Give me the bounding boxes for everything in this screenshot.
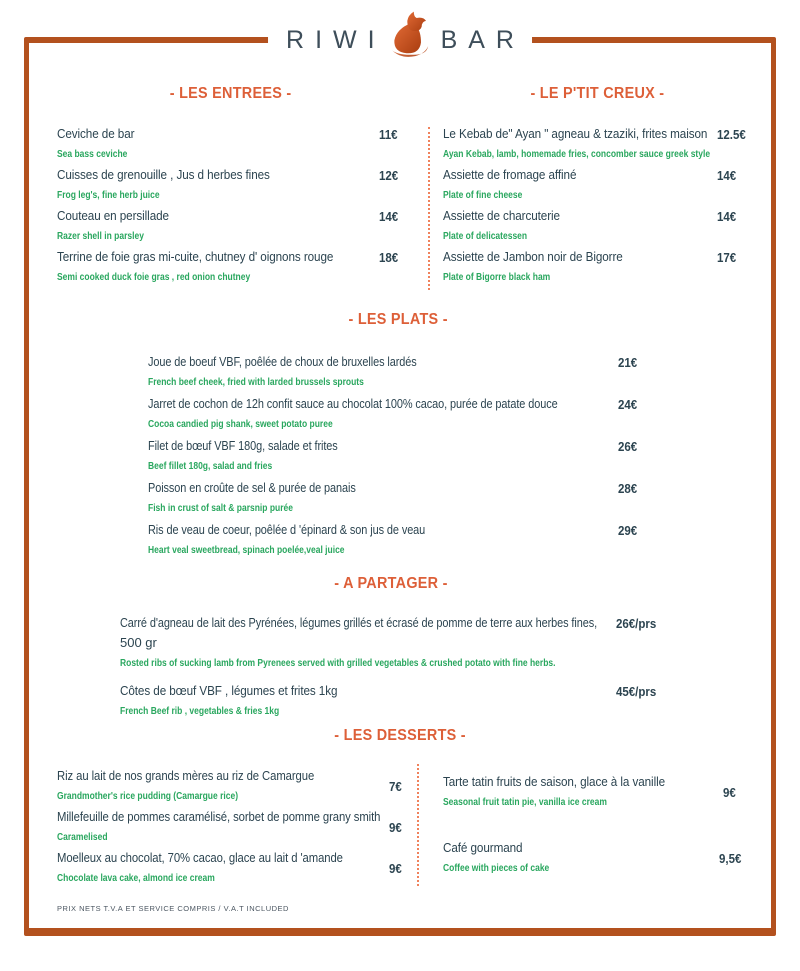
section-plats <box>148 310 648 562</box>
item-name-line2: 500 gr <box>120 635 157 650</box>
section-ptit-creux <box>443 84 751 288</box>
item-description: Grandmother's rice pudding (Camargue rice) <box>57 791 239 802</box>
logo <box>268 12 532 64</box>
item-price: 26€/prs <box>616 617 657 631</box>
item-name: Cuisses de grenouille , Jus d herbes fines <box>57 167 270 182</box>
menu-item <box>57 247 405 287</box>
item-name: Tarte tatin fruits de saison, glace à la vanille <box>443 774 666 789</box>
item-price: 7€ <box>389 779 402 794</box>
desserts-left-column <box>57 766 405 889</box>
menu-item <box>57 165 405 205</box>
menu-item <box>57 766 405 806</box>
footer-note: PRIX NETS T.V.A ET SERVICE COMPRIS / V.A.T INCLUDED <box>57 904 289 913</box>
item-name: Carré d'agneau de lait des Pyrénées, légumes grillés et écrasé de pomme de terre aux herbes fines, <box>120 615 598 630</box>
item-price: 11€ <box>379 128 398 142</box>
item-description: Fish in crust of salt & parsnip purée <box>148 503 294 514</box>
item-description: Chocolate lava cake, almond ice cream <box>57 873 215 884</box>
fox-icon <box>385 9 431 63</box>
item-description: Razer shell in parsley <box>57 231 144 242</box>
menu-item <box>120 681 661 721</box>
item-price: 28€ <box>618 482 638 496</box>
item-name: Assiette de charcuterie <box>443 208 560 223</box>
desserts-right-column <box>443 772 743 879</box>
item-price: 12€ <box>379 169 399 183</box>
item-price: 18€ <box>379 251 399 265</box>
item-price: 9€ <box>389 861 402 876</box>
item-name: Ceviche de bar <box>57 126 135 141</box>
item-description: Rosted ribs of sucking lamb from Pyrenees served with grilled vegetables & crushed potato with fine herbs. <box>120 658 556 669</box>
item-price: 14€ <box>717 210 737 224</box>
menu-item <box>57 807 405 847</box>
item-name: Assiette de Jambon noir de Bigorre <box>443 249 623 264</box>
item-name: Filet de bœuf VBF 180g, salade et frites <box>148 438 338 453</box>
item-name: Jarret de cochon de 12h confit sauce au chocolat 100% cacao, purée de patate douce <box>148 396 558 411</box>
item-description: Semi cooked duck foie gras , red onion chutney <box>57 272 251 283</box>
item-name: Moelleux au chocolat, 70% cacao, glace au lait d 'amande <box>57 850 343 865</box>
menu-item <box>148 436 648 476</box>
item-description: Plate of delicatessen <box>443 231 528 242</box>
menu-item <box>57 206 405 246</box>
menu-item <box>148 394 648 434</box>
section-title-desserts: - LES DESSERTS - <box>334 727 466 744</box>
section-title-plats: - LES PLATS - <box>348 311 448 328</box>
item-price: 24€ <box>618 398 638 412</box>
item-price: 29€ <box>618 524 638 538</box>
menu-item <box>148 520 648 560</box>
item-price: 14€ <box>379 210 399 224</box>
item-description: Seasonal fruit tatin pie, vanilla ice cream <box>443 797 607 808</box>
menu-item <box>120 613 661 673</box>
logo-word-left: RIWI <box>286 25 386 54</box>
menu-item <box>57 124 405 164</box>
menu-item <box>57 848 405 888</box>
section-desserts <box>0 726 800 746</box>
item-price: 9,5€ <box>718 851 742 866</box>
item-price: 14€ <box>717 169 737 183</box>
section-entrees <box>57 84 405 288</box>
item-price: 12.5€ <box>717 128 746 142</box>
menu-item <box>148 478 648 518</box>
item-name: Riz au lait de nos grands mères au riz de Camargue <box>57 768 315 783</box>
menu-item <box>148 352 648 392</box>
item-name: Poisson en croûte de sel & purée de panais <box>148 480 356 495</box>
item-price: 45€/prs <box>616 685 657 699</box>
item-price: 21€ <box>618 356 638 370</box>
item-description: Ayan Kebab, lamb, homemade fries, concomber sauce greek style <box>443 149 711 160</box>
logo-word-right: BAR <box>440 25 525 54</box>
item-price: 9€ <box>723 785 736 800</box>
item-name: Couteau en persillade <box>57 208 169 223</box>
item-name: Joue de boeuf VBF, poêlée de choux de bruxelles lardés <box>148 354 417 369</box>
section-title-ptit-creux: - LE P'TIT CREUX - <box>530 85 664 102</box>
item-description: Sea bass ceviche <box>57 149 128 160</box>
item-description: Plate of fine cheese <box>443 190 523 201</box>
menu-item <box>443 124 751 164</box>
item-name: Café gourmand <box>443 840 523 855</box>
section-a-partager <box>120 574 661 722</box>
column-divider <box>417 764 419 886</box>
item-name: Ris de veau de coeur, poêlée d 'épinard & son jus de veau <box>148 522 426 537</box>
section-title-a-partager: - A PARTAGER - <box>333 575 448 592</box>
item-description: Coffee with pieces of cake <box>443 863 550 874</box>
item-name: Le Kebab de" Ayan " agneau & tzaziki, frites maison <box>443 126 708 141</box>
item-description: Beef fillet 180g, salad and fries <box>148 461 273 472</box>
item-price: 17€ <box>717 251 737 265</box>
section-title-entrees: - LES ENTREES - <box>170 85 292 102</box>
item-name: Assiette de fromage affiné <box>443 167 577 182</box>
item-name: Terrine de foie gras mi-cuite, chutney d' oignons rouge <box>57 249 334 264</box>
menu-item <box>443 772 743 812</box>
item-description: Frog leg's, fine herb juice <box>57 190 160 201</box>
item-price: 26€ <box>618 440 638 454</box>
item-name: Côtes de bœuf VBF , légumes et frites 1kg <box>120 683 338 698</box>
menu-item <box>443 247 751 287</box>
item-description: French beef cheek, fried with larded brussels sprouts <box>148 377 364 388</box>
item-name: Millefeuille de pommes caramélisé, sorbet de pomme grany smith <box>57 809 381 824</box>
column-divider <box>428 127 430 290</box>
item-price: 9€ <box>389 820 402 835</box>
menu-item <box>443 165 751 205</box>
item-description: French Beef rib , vegetables & fries 1kg <box>120 706 280 717</box>
item-description: Cocoa candied pig shank, sweet potato puree <box>148 419 333 430</box>
item-description: Plate of Bigorre black ham <box>443 272 551 283</box>
item-description: Caramelised <box>57 832 108 843</box>
item-description: Heart veal sweetbread, spinach poelée,veal juice <box>148 545 345 556</box>
menu-item <box>443 206 751 246</box>
menu-item <box>443 838 743 878</box>
